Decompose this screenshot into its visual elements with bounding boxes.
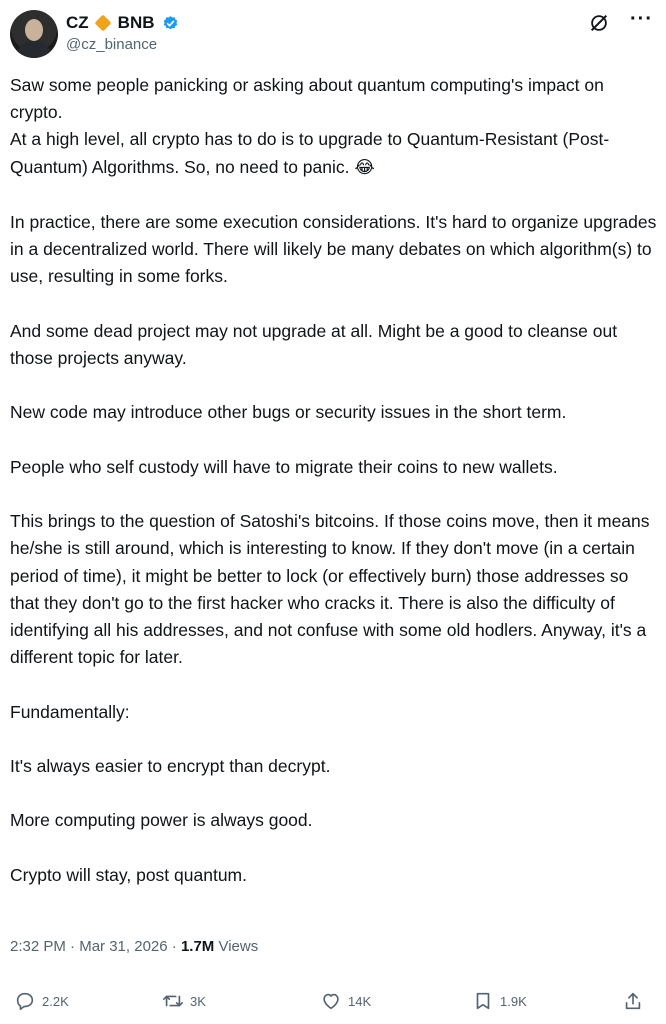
bnb-diamond-icon — [94, 15, 111, 32]
author-handle[interactable]: @cz_binance — [66, 36, 158, 53]
post-time[interactable]: 2:32 PM — [10, 938, 66, 955]
reply-button[interactable] — [14, 990, 69, 1012]
repost-icon — [162, 990, 184, 1012]
post-meta — [10, 938, 258, 955]
meta-separator-2: · — [171, 938, 177, 955]
post-text-part-1: Saw some people panicking or asking about quantum computing's impact on crypto. At a high level, all crypto has to do is to upgrade to Quantum-Resistant (Post-Quantum) Algorithms. So, no need to panic. — [10, 75, 610, 177]
like-button[interactable] — [320, 990, 371, 1012]
verified-badge-icon — [162, 15, 179, 32]
author-token: BNB — [117, 13, 155, 32]
avatar-face — [25, 19, 43, 41]
laughing-emoji: 😂 — [354, 157, 375, 178]
bookmark-button[interactable] — [472, 990, 527, 1012]
repost-button[interactable] — [162, 990, 206, 1012]
grok-icon[interactable] — [588, 12, 610, 34]
author-name-row[interactable] — [66, 13, 179, 33]
views-label: Views — [218, 938, 259, 955]
avatar[interactable] — [10, 10, 58, 58]
author-name[interactable]: CZ — [66, 13, 89, 32]
like-icon — [320, 990, 342, 1012]
post-header — [10, 10, 654, 58]
action-bar — [14, 990, 654, 1020]
post-text — [10, 72, 660, 889]
more-icon[interactable]: ··· — [630, 8, 653, 30]
like-count: 14K — [348, 993, 372, 1009]
post-text-part-2: In practice, there are some execution considerations. It's hard to organize upgrades in a decentralized world. There will likely be many debates on which algorithm(s) to use, resulting in some forks. And some dead project may not upgrade at all. Might be a good to cleanse out those projects anyway. New code may introduce other bugs or security issues in the short term. People who self custody will have to migrate their coins to new wallets. This brings to the question of Satoshi's bitcoins. If those coins move, then it means he/she is still around, which is interesting to know. If they don't move (in a certain period of time), it might be better to lock (or effectively burn) those addresses so that they don't go to the first hacker who cracks it. There is also the difficulty of identifying all his addresses, and not confuse with some old hodlers. Anyway, it's a different topic for later. Fundamentally: It's always easier to encrypt than decrypt. More computing power is always good. Crypto will stay, post quantum. — [10, 212, 657, 885]
repost-count: 3K — [190, 993, 206, 1009]
views-count: 1.7M — [180, 938, 215, 955]
avatar-suit — [16, 40, 52, 58]
bookmark-count: 1.9K — [500, 993, 527, 1009]
share-button[interactable] — [622, 990, 644, 1012]
share-icon — [622, 990, 644, 1012]
bookmark-icon — [472, 990, 494, 1012]
reply-icon — [14, 990, 36, 1012]
meta-separator: · — [70, 938, 76, 955]
reply-count: 2.2K — [42, 993, 69, 1009]
post-date[interactable]: Mar 31, 2026 — [79, 938, 168, 955]
